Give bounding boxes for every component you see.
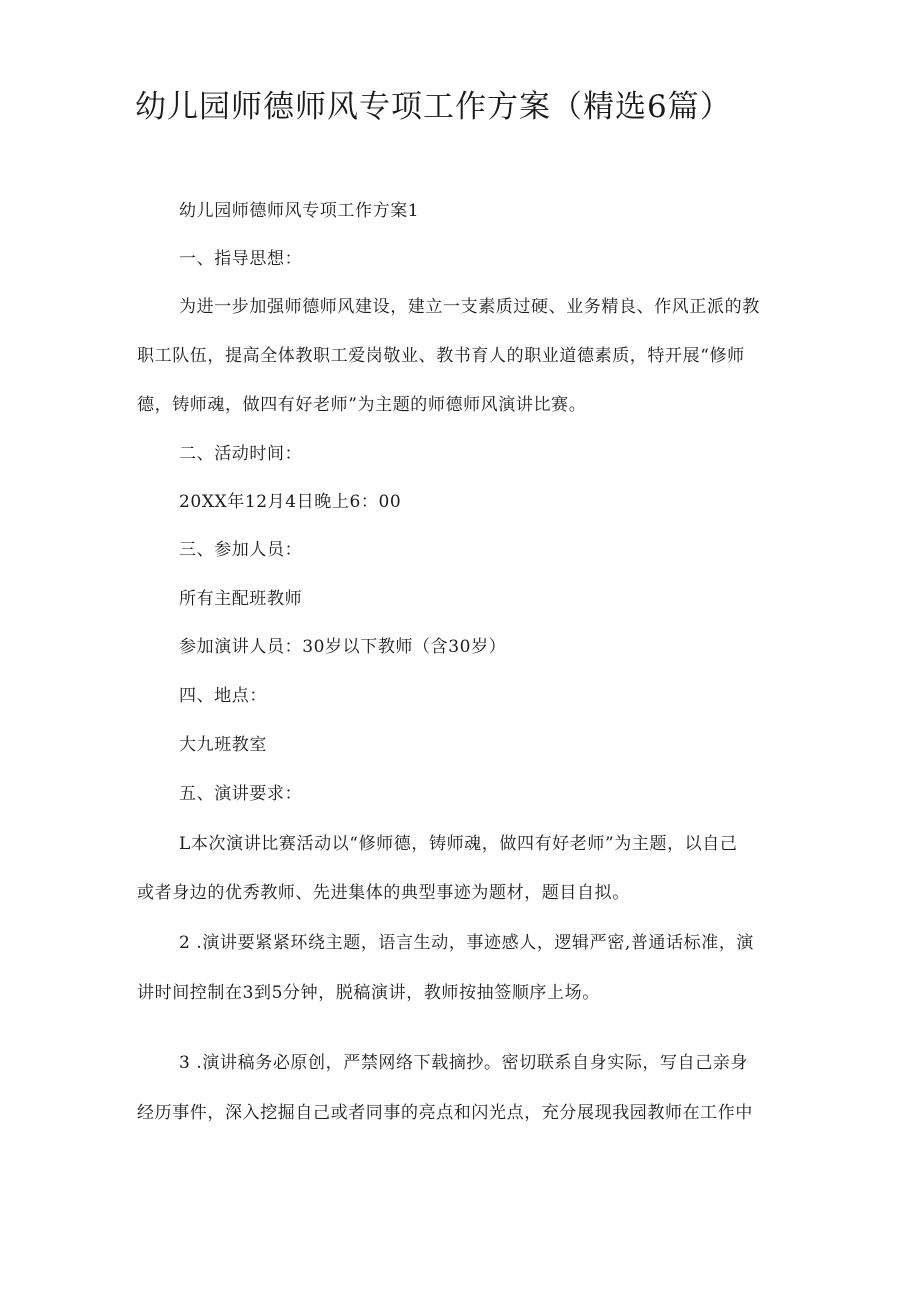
document-title: 幼儿园师德师风专项工作方案（精选6篇） — [135, 89, 732, 125]
heading-guiding-ideology: 一、指导思想： — [179, 249, 303, 269]
requirement-3-line-1: 3 .演讲稿务必原创，严禁网络下载摘抄。密切联系自身实际，写自己亲身 — [179, 1053, 749, 1073]
requirement-1-line-2: 或者身边的优秀教师、先进集体的典型事迹为题材，题目自拟。 — [137, 883, 630, 903]
requirement-2-line-2: 讲时间控制在3到5分钟，脱稿演讲，教师按抽签顺序上场。 — [137, 983, 600, 1003]
requirement-2-line-1: 2 .演讲要紧紧环绕主题，语言生动，事迹感人，逻辑严密,普通话标准，演 — [179, 933, 755, 953]
section-title: 幼儿园师德师风专项工作方案1 — [179, 201, 420, 221]
paragraph-guiding-line-3: 德，铸师魂，做四有好老师”为主题的师德师风演讲比赛。 — [137, 395, 587, 415]
participants-speakers: 参加演讲人员：30岁以下教师（含30岁） — [179, 637, 507, 657]
location-value: 大九班教室 — [179, 735, 267, 755]
activity-time-value: 20XX年12月4日晚上6：00 — [179, 492, 402, 512]
paragraph-guiding-line-2: 职工队伍，提高全体教职工爱岗敬业、教书育人的职业道德素质，特开展“修师 — [137, 346, 745, 366]
requirement-1-line-1: L本次演讲比赛活动以“修师德，铸师魂，做四有好老师”为主题，以自己 — [179, 834, 738, 854]
heading-activity-time: 二、活动时间： — [179, 444, 303, 464]
heading-speech-requirements: 五、演讲要求： — [179, 784, 303, 804]
paragraph-guiding-line-1: 为进一步加强师德师风建设，建立一支素质过硬、业务精良、作风正派的教 — [179, 297, 760, 317]
heading-participants: 三、参加人员： — [179, 540, 303, 560]
participants-all-teachers: 所有主配班教师 — [179, 589, 303, 609]
requirement-3-line-2: 经历事件，深入挖掘自己或者同事的亮点和闪光点，充分展现我园教师在工作中 — [137, 1103, 753, 1123]
heading-location: 四、地点： — [179, 686, 267, 706]
